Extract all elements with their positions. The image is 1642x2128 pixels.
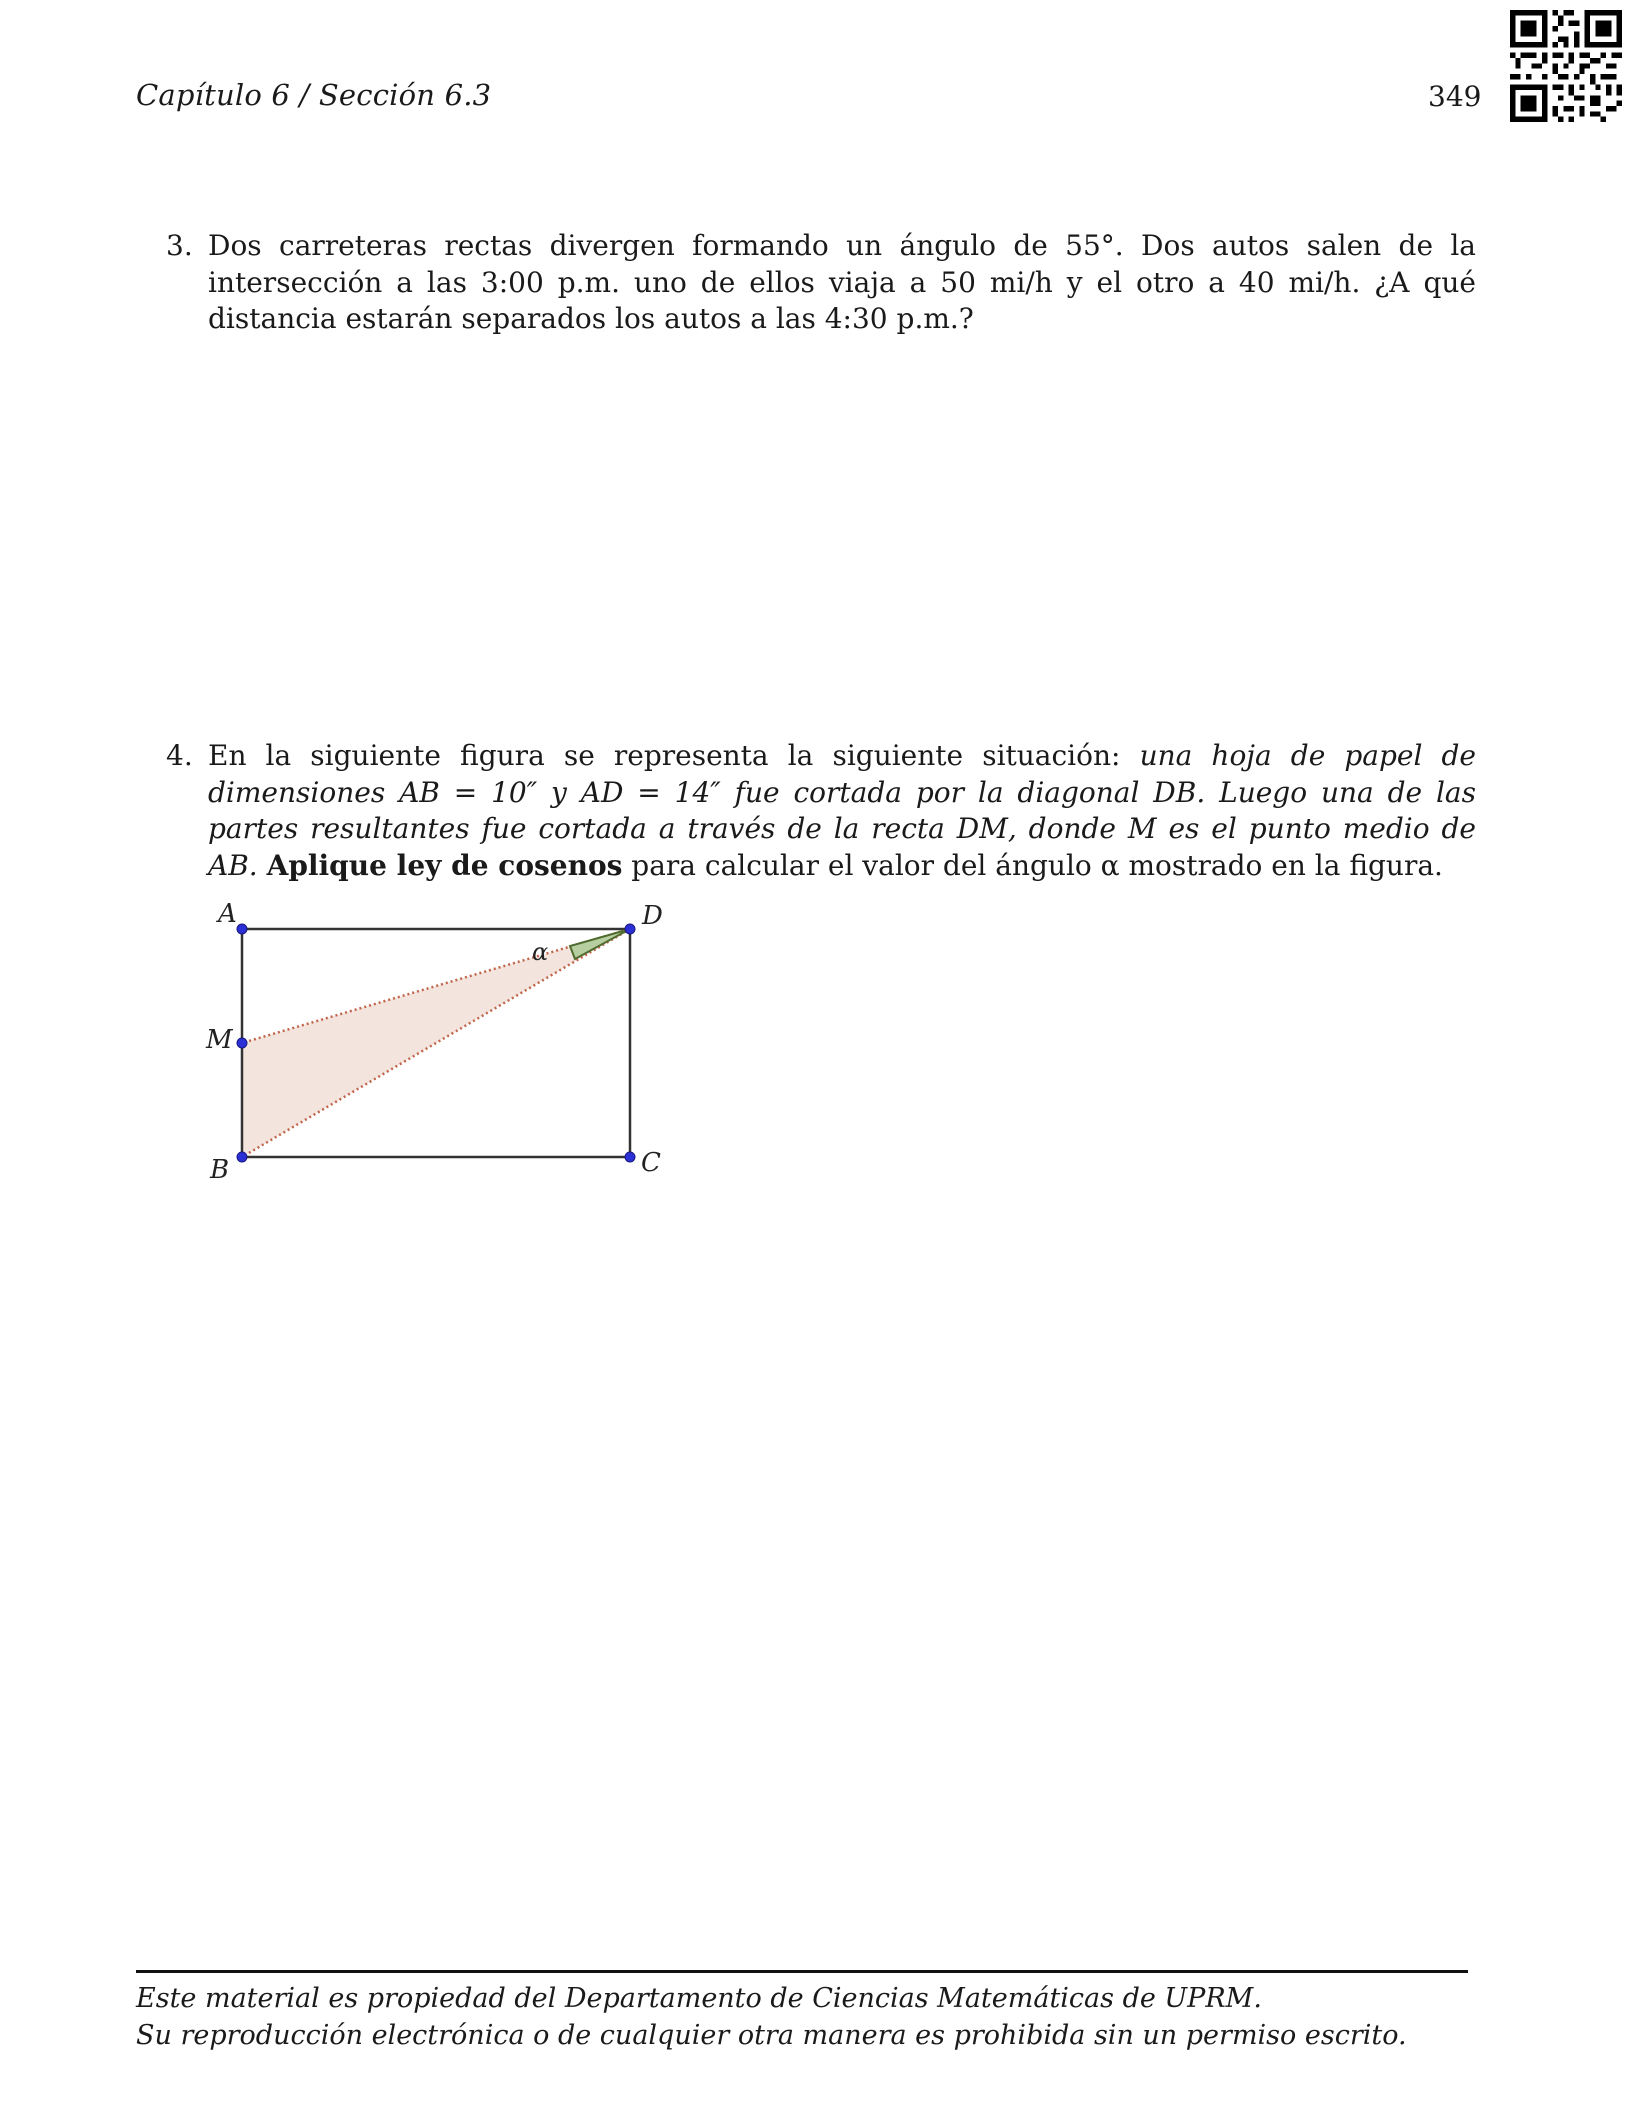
- qr-code: [1510, 10, 1622, 122]
- rectangle-figure: [196, 896, 696, 1186]
- label-alpha: α: [532, 938, 549, 966]
- label-m: M: [206, 1025, 233, 1055]
- point-d: [625, 924, 635, 934]
- problem-4-text: [208, 738, 1476, 884]
- page-number: 349: [1428, 80, 1482, 113]
- label-c: C: [641, 1148, 661, 1178]
- footer: [136, 1980, 1407, 2054]
- problem-4-closing: para calcular el valor del ángulo α mostrado en la figura.: [622, 848, 1443, 882]
- problem-4-situation: una hoja de papel de dimensiones AB = 10″ y AD = 14″ fue cortada por la diagonal DB. Luego una de las partes resultantes fue cortada a través de la recta DM, donde M es el punto medio de AB.: [208, 739, 1476, 882]
- problem-4-number: 4.: [166, 739, 193, 772]
- angle-alpha-marker: [570, 929, 630, 959]
- label-d: D: [642, 901, 663, 931]
- problem-3: [166, 228, 1476, 338]
- point-c: [625, 1152, 635, 1162]
- problem-4-instruction: Aplique ley de cosenos: [266, 848, 623, 882]
- problem-4: [166, 738, 1476, 884]
- problem-4-intro: En la siguiente figura se representa la siguiente situación:: [208, 739, 1140, 772]
- point-b: [237, 1152, 247, 1162]
- footer-line-2: Su reproducción electrónica o de cualquier otra manera es prohibida sin un permiso escrito.: [136, 2020, 1407, 2051]
- label-a: A: [218, 899, 237, 929]
- footer-divider: [136, 1970, 1468, 1973]
- point-m: [237, 1038, 247, 1048]
- label-b: B: [210, 1155, 230, 1185]
- point-a: [237, 924, 247, 934]
- problem-3-number: 3.: [166, 229, 193, 262]
- footer-line-1: Este material es propiedad del Departamento de Ciencias Matemáticas de UPRM.: [136, 1983, 1262, 2014]
- problem-3-text: Dos carreteras rectas divergen formando un ángulo de 55°. Dos autos salen de la intersección a las 3:00 p.m. uno de ellos viaja a 50 mi/h y el otro a 40 mi/h. ¿A qué distancia estarán separados los autos a las 4:30 p.m.?: [208, 229, 1476, 335]
- chapter-title: Capítulo 6 / Sección 6.3: [136, 78, 492, 112]
